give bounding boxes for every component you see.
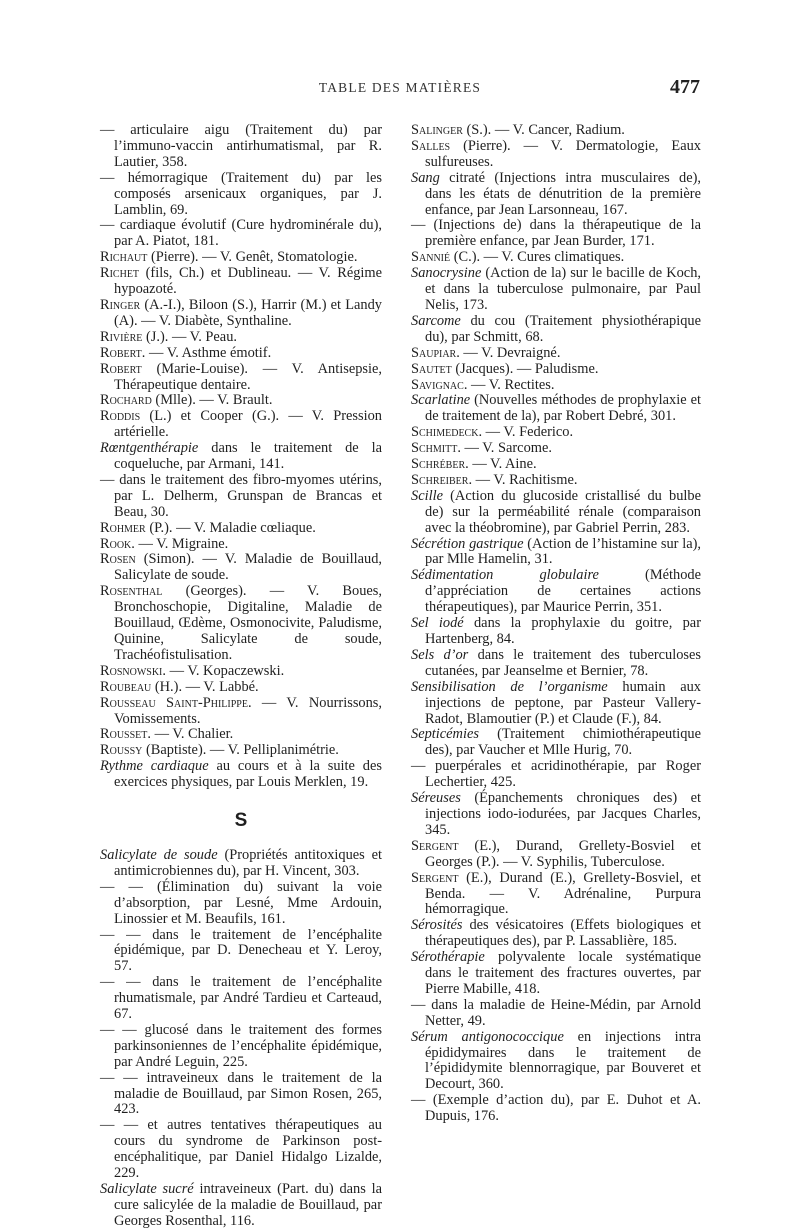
entry-heading: Rosenthal [100,583,163,600]
page-header [100,76,700,106]
entry-text: (fils, Ch.) et Dublineau. — V. Régime hypoazoté. [114,265,382,298]
index-entry [100,362,382,394]
entry-heading: Sensibilisation de l’organisme [411,678,608,695]
entry-heading: Richet [100,265,140,282]
index-entry [100,441,382,473]
entry-heading: Séreuses [411,790,461,807]
entry-heading: Rythme cardiaque [100,758,209,775]
index-entry [411,250,701,266]
index-entry [100,346,382,362]
entry-text: — articulaire aigu (Traitement du) par l’immuno-vaccin antirhumatismal, par R. Lautier, 358. [100,122,382,170]
index-entry [411,266,701,314]
entry-text: humain aux injections de peptone, par Pasteur Vallery-Radot, Blamoutier (P.) et Claude (F.), 84. [425,678,701,727]
index-entry [100,409,382,441]
index-entry [100,552,382,584]
index-entry [100,521,382,537]
entry-text: (Action de l’histamine sur la), par Mlle Hamelin, 31. [425,535,701,568]
entry-heading: Rousseau Saint-Philippe [100,694,248,711]
entry-heading: Rivière [100,328,143,345]
index-entry [100,266,382,298]
index-entry [411,871,701,919]
index-entry [411,441,701,457]
entry-text: (Mlle). — V. Brault. [151,392,273,409]
entry-text: — (Injections de) dans la thérapeutique de la première enfance, par Jean Burder, 171. [411,217,701,250]
entry-text: — cardiaque évolutif (Cure hydrominérale du), par A. Piatot, 181. [100,217,382,250]
index-entry [411,378,701,394]
index-entry [411,998,701,1030]
entry-heading: Sanocrysine [411,265,482,282]
entry-heading: Sarcome [411,312,461,329]
entry-text: (Jacques). — Paludisme. [451,360,599,377]
entry-heading: Sannié [411,249,451,266]
index-entry [411,139,701,171]
entry-text: — — intraveineux dans le traitement de la maladie de Bouillaud, par Simon Rosen, 265, 423. [100,1069,382,1118]
entry-heading: Salicylate sucré [100,1181,194,1197]
index-entry [411,218,701,250]
entry-heading: Scille [411,487,443,504]
entry-heading: Saupiar [411,344,457,361]
entry-heading: Salicylate de soude [100,846,218,863]
entry-text: en injections intra épididymaires dans le traitement de l’épididymite blennorragique, par Bouveret et Decourt, 360. [425,1028,701,1093]
entry-heading: Sang [411,169,440,186]
index-entry [411,839,701,871]
entry-text: (J.). — V. Peau. [142,328,237,345]
entry-heading: Rosen [100,551,136,568]
entry-heading: Sergent [411,869,459,886]
entry-heading: Rosnowski [100,662,163,679]
entry-text: (L.) et Cooper (G.). — V. Pression artérielle. [114,408,382,441]
entry-text: (Propriétés antitoxiques et antimicrobiennes du), par H. Vincent, 303. [114,846,382,879]
index-entry [100,848,382,880]
index-entry [100,1118,382,1182]
index-entry [100,664,382,680]
index-entry [411,648,701,680]
entry-heading: Roddis [100,408,141,425]
index-entry [100,123,382,171]
index-entry [411,950,701,998]
index-entry [100,975,382,1023]
index-entry [100,393,382,409]
index-entry [100,298,382,330]
page-number: 477 [670,76,700,98]
index-entry [411,616,701,648]
entry-heading: Rochard [100,392,152,409]
entry-heading: Rohmer [100,519,146,536]
index-entry [100,680,382,696]
entry-text: . — V. Federico. [478,424,574,441]
entry-text: (E.), Durand (E.), Grellety-Bosviel, et Benda. — V. Adrénaline, Purpura hémorragique. [425,869,701,918]
entry-text: citraté (Injections intra musculaires de), dans les états de dénutrition de la première enfance, par Jean Larsonneau, 167. [425,169,701,218]
entry-heading: Salinger [411,122,463,138]
entry-heading: Sérothérapie [411,949,485,966]
index-entry [100,537,382,553]
index-entry [411,680,701,728]
index-entry [411,346,701,362]
entry-text: (C.). — V. Cures climatiques. [450,249,625,266]
index-entry [100,928,382,976]
right-column [411,123,701,1125]
index-entry [100,584,382,664]
index-entry [411,727,701,759]
entry-text: (Épanchements chroniques des) et injections iodo-iodurées, par Jacques Charles, 345. [425,790,701,838]
index-entry [100,727,382,743]
entry-text: (Action de la) sur le bacille de Koch, et dans la tuberculose pulmonaire, par Paul Nelis, 173. [425,265,701,313]
index-entry [411,123,701,139]
entry-text: . — V. Kopaczewski. [162,662,285,679]
entry-text: — — (Élimination du) suivant la voie d’absorption, par Lesné, Mme Ardouin, Linossier et M. Beaufils, 161. [100,878,382,927]
index-entry [411,1093,701,1125]
entry-text: . — V. Chalier. [147,726,234,743]
entry-text: . — V. Sarcome. [457,440,552,457]
index-entry [411,791,701,839]
entry-text: (Action du glucoside cristallisé du bulbe de) sur la perméabilité rénale (comparaison avec la théobromine), par Gabriel Perrin, 283. [425,487,701,536]
index-entry [100,880,382,928]
entry-text: — dans la maladie de Heine-Médin, par Arnold Netter, 49. [411,996,701,1029]
entry-heading: Rousset [100,726,148,743]
entry-text: . — V. Aine. [465,456,537,473]
entry-text: (Marie-Louise). — V. Antisepsie, Thérapeutique dentaire. [114,360,382,393]
entry-text: (Méthode d’appréciation de certaines actions thérapeutiques), par Maurice Perrin, 351. [425,567,701,616]
entry-text: intraveineux (Part. du) dans la cure salicylée de la maladie de Bouillaud, par Georges Rosenthal, 116. [114,1181,382,1229]
entry-text: . — V. Rachitisme. [468,471,578,488]
index-entry [100,759,382,791]
index-entry [100,1071,382,1119]
entry-text: du cou (Traitement physiothérapique du), par Schmitt, 68. [425,312,701,345]
index-entry [411,171,701,219]
entry-text: au cours et à la suite des exercices physiques, par Louis Merklen, 19. [114,758,382,791]
entry-text: dans le traitement de la coqueluche, par Armani, 141. [114,440,382,473]
left-column [100,123,382,1230]
entry-text: — — et autres tentatives thérapeutiques au cours du syndrome de Parkinson post-encéphalitique, par Daniel Hidalgo Lizalde, 229. [100,1117,382,1182]
entry-heading: Ringer [100,296,141,313]
entry-text: (Nouvelles méthodes de prophylaxie et de traitement de la), par Robert Debré, 301. [425,392,701,425]
entry-heading: Rook [100,535,132,552]
index-entry [411,393,701,425]
entry-text: — — dans le traitement de l’encéphalite épidémique, par D. Denecheau et Y. Leroy, 57. [100,926,382,975]
entry-heading: Schmitt [411,440,458,457]
entry-text: (Pierre). — V. Genêt, Stomatologie. [147,249,358,266]
entry-heading: Sécrétion gastrique [411,535,524,552]
entry-text: (Pierre). — V. Dermatologie, Eaux sulfureuses. [425,137,701,170]
entry-text: polyvalente locale systématique dans le traitement des fractures ouvertes, par Pierre Mabille, 418. [425,949,701,997]
entry-text: (E.), Durand, Grellety-Bosviel et Georges (P.). — V. Syphilis, Tuberculose. [425,837,701,870]
entry-text: (P.). — V. Maladie cœliaque. [145,519,316,536]
entry-heading: Schréber [411,456,466,473]
index-entry [411,759,701,791]
entry-heading: Savignac [411,376,464,393]
entry-heading: Septicémies [411,726,479,743]
entry-text: . — V. Nourrissons, Vomissements. [114,694,383,727]
entry-text: (Simon). — V. Maladie de Bouillaud, Salicylate de soude. [114,551,382,584]
entry-text: . — V. Devraigné. [456,344,561,361]
index-entry [411,362,701,378]
entry-heading: Sérum antigonococcique [411,1028,564,1045]
entry-text: (Traitement chimiothérapeutique des), par Vaucher et Mlle Hurig, 70. [425,726,701,759]
entry-heading: Schreiber [411,471,469,488]
entry-text: (Georges). — V. Boues, Bronchoschopie, Digitaline, Maladie de Bouillaud, Œdème, Osmonocivite, Paludisme, Quinine, Salicylate de soude, Trachéofistulisation. [114,583,382,663]
entry-text: . — V. Asthme émotif. [141,344,272,361]
index-entry [100,330,382,346]
entry-heading: Robert [100,360,142,377]
entry-heading: Roubeau [100,678,152,695]
entry-heading: Rœntgenthérapie [100,440,199,457]
entry-heading: Sergent [411,837,459,854]
index-entry [411,489,701,537]
right-entries [411,123,701,1125]
entry-text: dans la prophylaxie du goitre, par Hartenberg, 84. [425,615,701,647]
entry-heading: Richaut [100,249,148,266]
entry-text: . — V. Rectites. [463,376,555,393]
entry-text: dans le traitement des tuberculoses cutanées, par Jeanselme et Bernier, 78. [425,646,702,679]
entry-heading: Roussy [100,742,143,759]
index-entry [411,457,701,473]
left-entries-s [100,848,382,1230]
index-entry [411,1030,701,1094]
entry-heading: Schimedeck [411,424,479,441]
running-title: TABLE DES MATIÈRES [318,80,482,95]
index-entry [411,425,701,441]
entry-heading: Sel iodé [411,615,464,632]
left-entries-r [100,123,382,791]
entry-heading: Sédimentation globulaire [411,567,599,584]
entry-heading: Sérosités [411,917,463,934]
index-entry [411,918,701,950]
entry-heading: Scarlatine [411,392,471,409]
entry-heading: Sautet [411,360,452,377]
entry-text: (A.-I.), Biloon (S.), Harrir (M.) et Landy (A). — V. Diabète, Synthaline. [114,296,382,329]
entry-text: — (Exemple d’action du), par E. Duhot et A. Dupuis, 176. [411,1092,701,1125]
index-entry [100,218,382,250]
entry-text: — dans le traitement des fibro-myomes utérins, par L. Delherm, Grunspan de Brancas et Beau, 30. [100,471,382,520]
index-entry [411,314,701,346]
index-entry [411,473,701,489]
index-entry [411,537,701,569]
index-entry [100,250,382,266]
index-entry [100,696,382,728]
entry-text: des vésicatoires (Effets biologiques et thérapeutiques des), par P. Lassablière, 185. [425,917,701,950]
entry-heading: Salles [411,137,451,154]
entry-text: (Baptiste). — V. Pelliplanimétrie. [142,742,339,759]
entry-text: (H.). — V. Labbé. [151,678,259,695]
entry-text: — — dans le traitement de l’encéphalite rhumatismale, par André Tardieu et Carteaud, 67. [100,974,382,1023]
entry-text: — — glucosé dans le traitement des formes parkinsoniennes de l’encéphalite épidémique, par André Leguin, 225. [100,1021,382,1070]
index-entry [411,568,701,616]
entry-text: — puerpérales et acridinothérapie, par Roger Lechertier, 425. [411,758,701,791]
entry-heading: Sels d’or [411,646,469,663]
section-letter: S [234,810,248,832]
entry-text: — hémorragique (Traitement du) par les composés arsenicaux organiques, par J. Lamblin, 69. [100,169,382,218]
index-entry [100,1182,382,1230]
entry-heading: Robert [100,344,142,361]
entry-text: . — V. Migraine. [131,535,229,552]
index-entry [100,743,382,759]
index-entry [100,473,382,521]
index-entry [100,171,382,219]
index-entry [100,1023,382,1071]
entry-text: (S.). — V. Cancer, Radium. [462,122,625,138]
